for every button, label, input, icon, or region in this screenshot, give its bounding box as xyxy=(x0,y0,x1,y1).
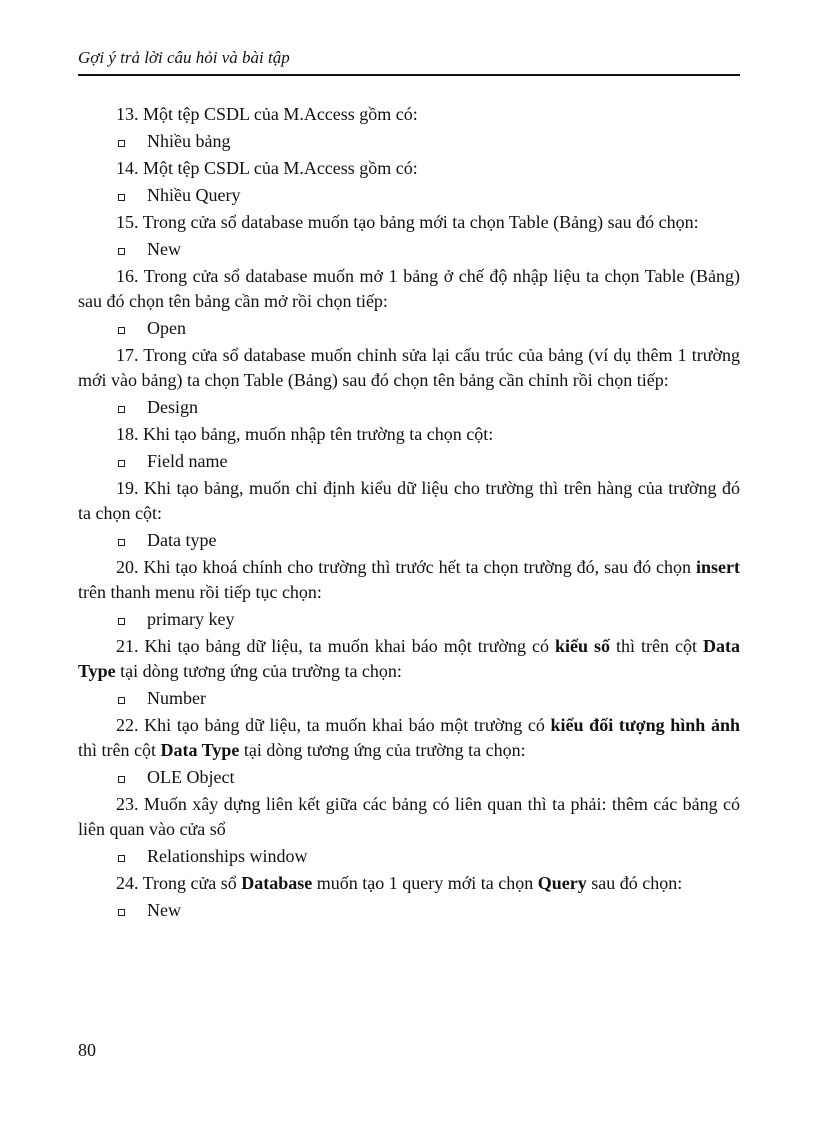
square-bullet-icon xyxy=(118,539,125,546)
square-bullet-icon xyxy=(118,618,125,625)
question-text: trên thanh menu rồi tiếp tục chọn: xyxy=(78,582,322,602)
question-text: tại dòng tương ứng của trường ta chọn: xyxy=(115,661,402,681)
question-text: sau đó chọn: xyxy=(586,873,683,893)
square-bullet-icon xyxy=(118,909,125,916)
question-text: 22. Khi tạo bảng dữ liệu, ta muốn khai báo một trường có xyxy=(116,715,551,735)
question-20 xyxy=(78,555,740,605)
question-text: tại dòng tương ứng của trường ta chọn: xyxy=(239,740,526,760)
square-bullet-icon xyxy=(118,697,125,704)
question-text: 19. Khi tạo bảng, muốn chỉ định kiểu dữ liệu cho trường thì trên hàng của trường đó ta chọn cột: xyxy=(78,478,740,523)
question-bold-text: Data Type xyxy=(160,740,240,760)
square-bullet-icon xyxy=(118,406,125,413)
answer-text: Open xyxy=(147,318,186,338)
question-text: 16. Trong cửa sổ database muốn mở 1 bảng ở chế độ nhập liệu ta chọn Table (Bảng) sau đó chọn tên bảng cần mở rồi chọn tiếp: xyxy=(78,266,740,311)
answer-text: Number xyxy=(147,688,206,708)
answer-text: Design xyxy=(147,397,198,417)
answer-18 xyxy=(78,449,740,474)
question-22 xyxy=(78,713,740,763)
square-bullet-icon xyxy=(118,248,125,255)
question-list xyxy=(78,102,740,925)
answer-text: OLE Object xyxy=(147,767,235,787)
question-text: 17. Trong cửa sổ database muốn chỉnh sửa lại cấu trúc của bảng (ví dụ thêm 1 trường mới vào bảng) ta chọn Table (Bảng) sau đó chọn tên bảng cần chỉnh rồi chọn tiếp: xyxy=(78,345,740,390)
question-text: 23. Muốn xây dựng liên kết giữa các bảng có liên quan thì ta phải: thêm các bảng có liên quan vào cửa sổ xyxy=(78,794,740,839)
page-number: 80 xyxy=(78,1040,96,1060)
question-13 xyxy=(78,102,740,127)
answer-23 xyxy=(78,844,740,869)
header-title: Gợi ý trả lời câu hỏi và bài tập xyxy=(78,48,290,67)
question-bold-text: Data Type xyxy=(78,636,740,681)
question-16 xyxy=(78,264,740,314)
question-text: 24. Trong cửa sổ xyxy=(116,873,242,893)
square-bullet-icon xyxy=(118,140,125,147)
question-18 xyxy=(78,422,740,447)
answer-text: New xyxy=(147,239,181,259)
question-15 xyxy=(78,210,740,235)
answer-text: Nhiều Query xyxy=(147,185,241,205)
square-bullet-icon xyxy=(118,194,125,201)
answer-16 xyxy=(78,316,740,341)
answer-21 xyxy=(78,686,740,711)
answer-13 xyxy=(78,129,740,154)
answer-text: New xyxy=(147,900,181,920)
answer-text: primary key xyxy=(147,609,235,629)
question-bold-text: insert xyxy=(696,557,740,577)
question-text: thì trên cột xyxy=(78,740,161,760)
answer-22 xyxy=(78,765,740,790)
question-text: 21. Khi tạo bảng dữ liệu, ta muốn khai báo một trường có xyxy=(116,636,555,656)
square-bullet-icon xyxy=(118,776,125,783)
question-23 xyxy=(78,792,740,842)
square-bullet-icon xyxy=(118,460,125,467)
answer-20 xyxy=(78,607,740,632)
question-text: 13. Một tệp CSDL của M.Access gồm có: xyxy=(116,104,418,124)
question-text: muốn tạo 1 query mới ta chọn xyxy=(312,873,538,893)
answer-14 xyxy=(78,183,740,208)
answer-text: Field name xyxy=(147,451,228,471)
answer-15 xyxy=(78,237,740,262)
answer-17 xyxy=(78,395,740,420)
question-bold-text: kiểu đối tượng hình ảnh xyxy=(550,715,740,735)
question-14 xyxy=(78,156,740,181)
question-19 xyxy=(78,476,740,526)
question-text: 15. Trong cửa sổ database muốn tạo bảng mới ta chọn Table (Bảng) sau đó chọn: xyxy=(116,212,699,232)
question-text: 18. Khi tạo bảng, muốn nhập tên trường ta chọn cột: xyxy=(116,424,494,444)
question-text: 14. Một tệp CSDL của M.Access gồm có: xyxy=(116,158,418,178)
question-21 xyxy=(78,634,740,684)
question-text: 20. Khi tạo khoá chính cho trường thì trước hết ta chọn trường đó, sau đó chọn xyxy=(116,557,696,577)
question-text: thì trên cột xyxy=(610,636,703,656)
answer-text: Relationships window xyxy=(147,846,308,866)
question-17 xyxy=(78,343,740,393)
answer-text: Nhiều bảng xyxy=(147,131,231,151)
square-bullet-icon xyxy=(118,327,125,334)
answer-19 xyxy=(78,528,740,553)
answer-text: Data type xyxy=(147,530,217,550)
question-bold-text: Query xyxy=(537,873,587,893)
running-header xyxy=(78,46,740,76)
question-bold-text: kiểu số xyxy=(554,636,611,656)
square-bullet-icon xyxy=(118,855,125,862)
answer-24 xyxy=(78,898,740,923)
question-bold-text: Database xyxy=(241,873,313,893)
question-24 xyxy=(78,871,740,896)
